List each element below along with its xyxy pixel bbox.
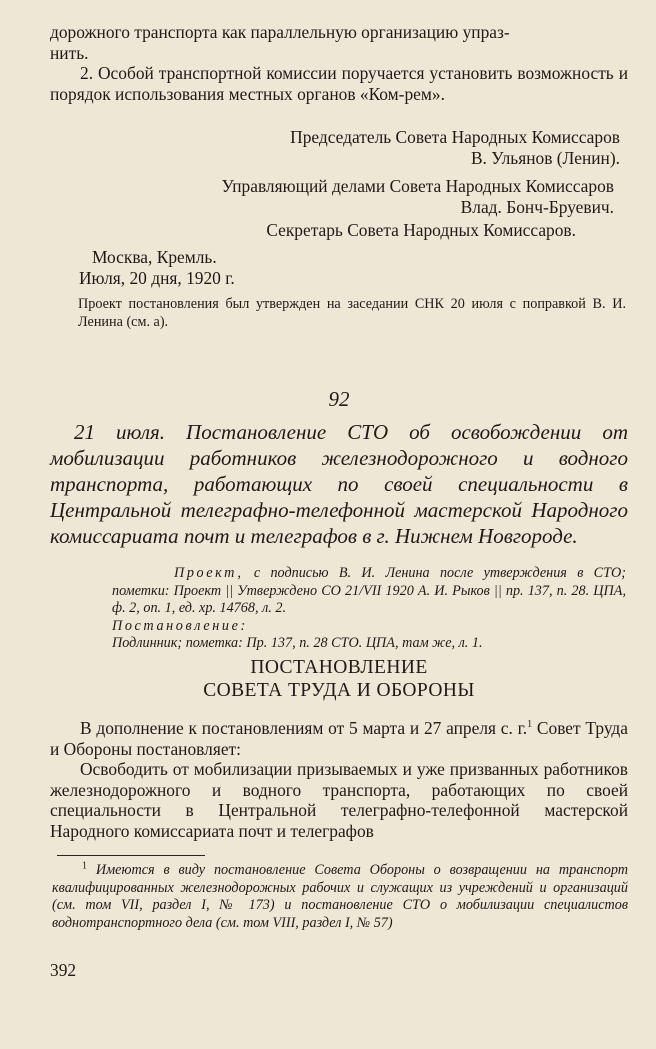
continued-line bbox=[50, 22, 628, 43]
chair-name: В. Ульянов (Ленин). bbox=[470, 147, 620, 168]
page-number: 392 bbox=[50, 960, 77, 980]
document-heading: 21 июля. Постановление СТО об освобождении от мобилизации работников железнодорожного и водного транспорта, работающих по своей специальности в Центральной телеграфно-телефонной мастерской Народного комиссариата почт и телеграфов в г. Нижнем Новгороде. bbox=[50, 420, 628, 548]
chair-title: Председатель Совета Народных Комиссаров bbox=[290, 127, 620, 147]
paragraph-1-text: В дополнение к постановлениям от 5 марта и 27 апреля с. г. bbox=[80, 718, 528, 738]
secretary-title: Секретарь Совета Народных Комиссаров. bbox=[266, 220, 576, 240]
resolution-body bbox=[50, 718, 628, 841]
archival-notes bbox=[112, 565, 626, 653]
paragraph-2: Освободить от мобилизации призываемых и уже призванных работников железнодорожного и водного транспорта, работающих по своей специальности в Центральной телеграфно-телефонной мастерской Народного комиссариата почт и телеграфов bbox=[50, 759, 628, 841]
title-line-2: СОВЕТА ТРУДА И ОБОРОНЫ bbox=[203, 680, 475, 701]
manager-title: Управляющий делами Совета Народных Комиссаров bbox=[221, 176, 614, 196]
point-2: 2. Особой транспортной комиссии поручается установить возможность и порядок использования местных органов «Ком-рем». bbox=[50, 63, 628, 104]
place-date bbox=[79, 247, 392, 288]
resolution-title bbox=[50, 656, 628, 702]
footnote-mark: 1 bbox=[82, 860, 87, 872]
paragraph-1 bbox=[50, 718, 628, 759]
paragraph-1-end: Совет Труда и Обороны постановляет: bbox=[50, 718, 628, 759]
signature-chair bbox=[50, 127, 628, 168]
place: Москва, Кремль. bbox=[92, 247, 217, 267]
continued-line-1: дорожного транспорта как параллельную организацию упраз- bbox=[50, 22, 510, 42]
footnote-text: Имеются в виду постановление Совета Обороны о возвращении на транспорт квалифицированных железнодорожных рабочих и служащих из учреждений и организаций (см. том VII, раздел I, № 173) и постановление СТО о мобилизации специалистов воднотранспортного дела (см. том VIII, раздел I, № 57) bbox=[52, 862, 628, 931]
footnote-divider bbox=[57, 855, 205, 856]
signature-secretary bbox=[50, 220, 628, 241]
proekt-text: с подписью В. И. Ленина после утверждения в СТО; пометки: Проект || Утверждено СО 21/VII 1920 А. И. Рыков || пр. 137, п. 28. ЦПА, ф. 2, оп. 1, ед. хр. 14768, л. 2. bbox=[112, 565, 626, 616]
manager-name: Влад. Бонч-Бруевич. bbox=[460, 196, 614, 217]
date: Июля, 20 дня, 1920 г. bbox=[79, 267, 235, 288]
archival-proekt bbox=[112, 565, 626, 618]
proekt-label: Проект, bbox=[174, 565, 244, 581]
signature-manager bbox=[50, 176, 628, 217]
title-line-1: ПОСТАНОВЛЕНИЕ bbox=[250, 657, 428, 678]
postanovlenie-text: Подлинник; пометка: Пр. 137, п. 28 СТО. ЦПА, там же, л. 1. bbox=[112, 635, 483, 651]
footnote bbox=[52, 862, 628, 932]
continued-line-2: нить. bbox=[50, 42, 89, 63]
editorial-note: Проект постановления был утвержден на заседании СНК 20 июля с поправкой В. И. Ленина (см. а). bbox=[78, 296, 626, 330]
postanovlenie-label: Постановление: bbox=[112, 617, 248, 634]
document-number: 92 bbox=[328, 387, 350, 411]
continued-text bbox=[50, 22, 628, 104]
footnote-ref: 1 bbox=[527, 719, 533, 731]
